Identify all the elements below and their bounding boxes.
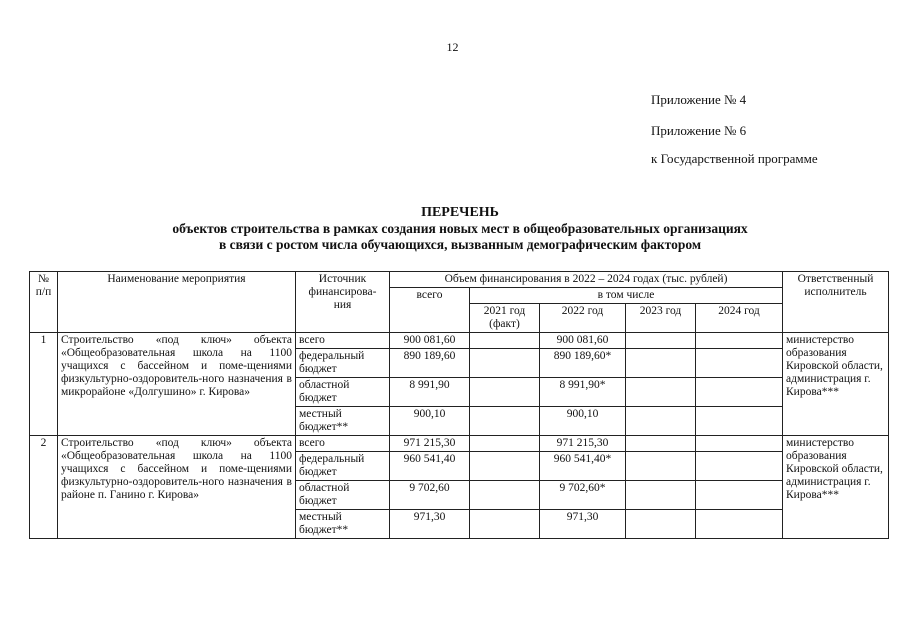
value-2024 xyxy=(696,407,783,436)
header-name: Наименование мероприятия xyxy=(58,272,296,333)
value-2024 xyxy=(696,510,783,539)
value-2021 xyxy=(470,378,540,407)
header-2022: 2022 год xyxy=(540,304,626,333)
value-2022: 900,10 xyxy=(540,407,626,436)
source-label: всего xyxy=(296,436,390,452)
value-2022: 9 702,60* xyxy=(540,481,626,510)
value-2023 xyxy=(626,407,696,436)
value-2022: 890 189,60* xyxy=(540,349,626,378)
table-row xyxy=(30,436,889,452)
source-label: местный бюджет** xyxy=(296,510,390,539)
value-total: 8 991,90 xyxy=(390,378,470,407)
value-2021 xyxy=(470,436,540,452)
value-total: 900 081,60 xyxy=(390,333,470,349)
row-number: 1 xyxy=(30,333,58,436)
value-2022: 900 081,60 xyxy=(540,333,626,349)
table-row xyxy=(30,333,889,349)
value-2021 xyxy=(470,407,540,436)
executor: министерство образования Кировской области, администрация г. Кирова*** xyxy=(783,436,889,539)
value-total: 960 541,40 xyxy=(390,452,470,481)
title-line-3: в связи с ростом числа обучающихся, вызванным демографическим фактором xyxy=(218,237,702,252)
value-2024 xyxy=(696,349,783,378)
value-2023 xyxy=(626,436,696,452)
value-2022: 971,30 xyxy=(540,510,626,539)
value-total: 890 189,60 xyxy=(390,349,470,378)
object-name: Строительство «под ключ» объекта «Общеобразовательная школа на 1100 учащихся с бассейном и поме-щениями физкультурно-оздоровитель-ного назначения в микрорайоне «Долгушино» г. Кирова» xyxy=(58,333,296,436)
page-number: 12 xyxy=(446,40,459,54)
value-total: 971,30 xyxy=(390,510,470,539)
title-line-1: ПЕРЕЧЕНЬ xyxy=(421,205,499,220)
header-source: Источник финансирова- ния xyxy=(296,272,390,333)
source-label: областной бюджет xyxy=(296,378,390,407)
source-label: областной бюджет xyxy=(296,481,390,510)
value-2023 xyxy=(626,333,696,349)
value-2022: 971 215,30 xyxy=(540,436,626,452)
header-2023: 2023 год xyxy=(626,304,696,333)
value-2021 xyxy=(470,481,540,510)
header-2024: 2024 год xyxy=(696,304,783,333)
object-name: Строительство «под ключ» объекта «Общеобразовательная школа на 1100 учащихся с бассейном и поме-щениями физкультурно-оздоровитель-ного назначения в районе п. Ганино г. Кирова» xyxy=(58,436,296,539)
source-label: федеральный бюджет xyxy=(296,349,390,378)
value-2021 xyxy=(470,510,540,539)
value-2023 xyxy=(626,378,696,407)
source-label: всего xyxy=(296,333,390,349)
value-2021 xyxy=(470,452,540,481)
value-2021 xyxy=(470,333,540,349)
value-total: 900,10 xyxy=(390,407,470,436)
header-funding: Объем финансирования в 2022 – 2024 годах (тыс. рублей) xyxy=(390,272,783,288)
row-number: 2 xyxy=(30,436,58,539)
value-2022: 8 991,90* xyxy=(540,378,626,407)
value-total: 9 702,60 xyxy=(390,481,470,510)
value-2023 xyxy=(626,510,696,539)
value-2024 xyxy=(696,452,783,481)
value-2023 xyxy=(626,452,696,481)
document-title xyxy=(60,205,860,253)
value-2024 xyxy=(696,378,783,407)
header-executor: Ответственный исполнитель xyxy=(783,272,889,333)
executor: министерство образования Кировской области, администрация г. Кирова*** xyxy=(783,333,889,436)
source-label: федеральный бюджет xyxy=(296,452,390,481)
value-2021 xyxy=(470,349,540,378)
appendix-line-2: Приложение № 6 xyxy=(651,123,747,138)
value-2023 xyxy=(626,349,696,378)
header-2021: 2021 год (факт) xyxy=(470,304,540,333)
value-2022: 960 541,40* xyxy=(540,452,626,481)
header-num: № п/п xyxy=(30,272,58,333)
value-2024 xyxy=(696,436,783,452)
header-including: в том числе xyxy=(470,288,783,304)
value-2024 xyxy=(696,333,783,349)
value-2023 xyxy=(626,481,696,510)
value-2024 xyxy=(696,481,783,510)
header-total: всего xyxy=(390,288,470,333)
source-label: местный бюджет** xyxy=(296,407,390,436)
objects-table xyxy=(29,271,889,539)
title-line-2: объектов строительства в рамках создания новых мест в общеобразовательных организациях xyxy=(172,221,748,236)
appendix-line-3: к Государственной программе xyxy=(651,151,818,166)
appendix-line-1: Приложение № 4 xyxy=(651,92,747,107)
value-total: 971 215,30 xyxy=(390,436,470,452)
